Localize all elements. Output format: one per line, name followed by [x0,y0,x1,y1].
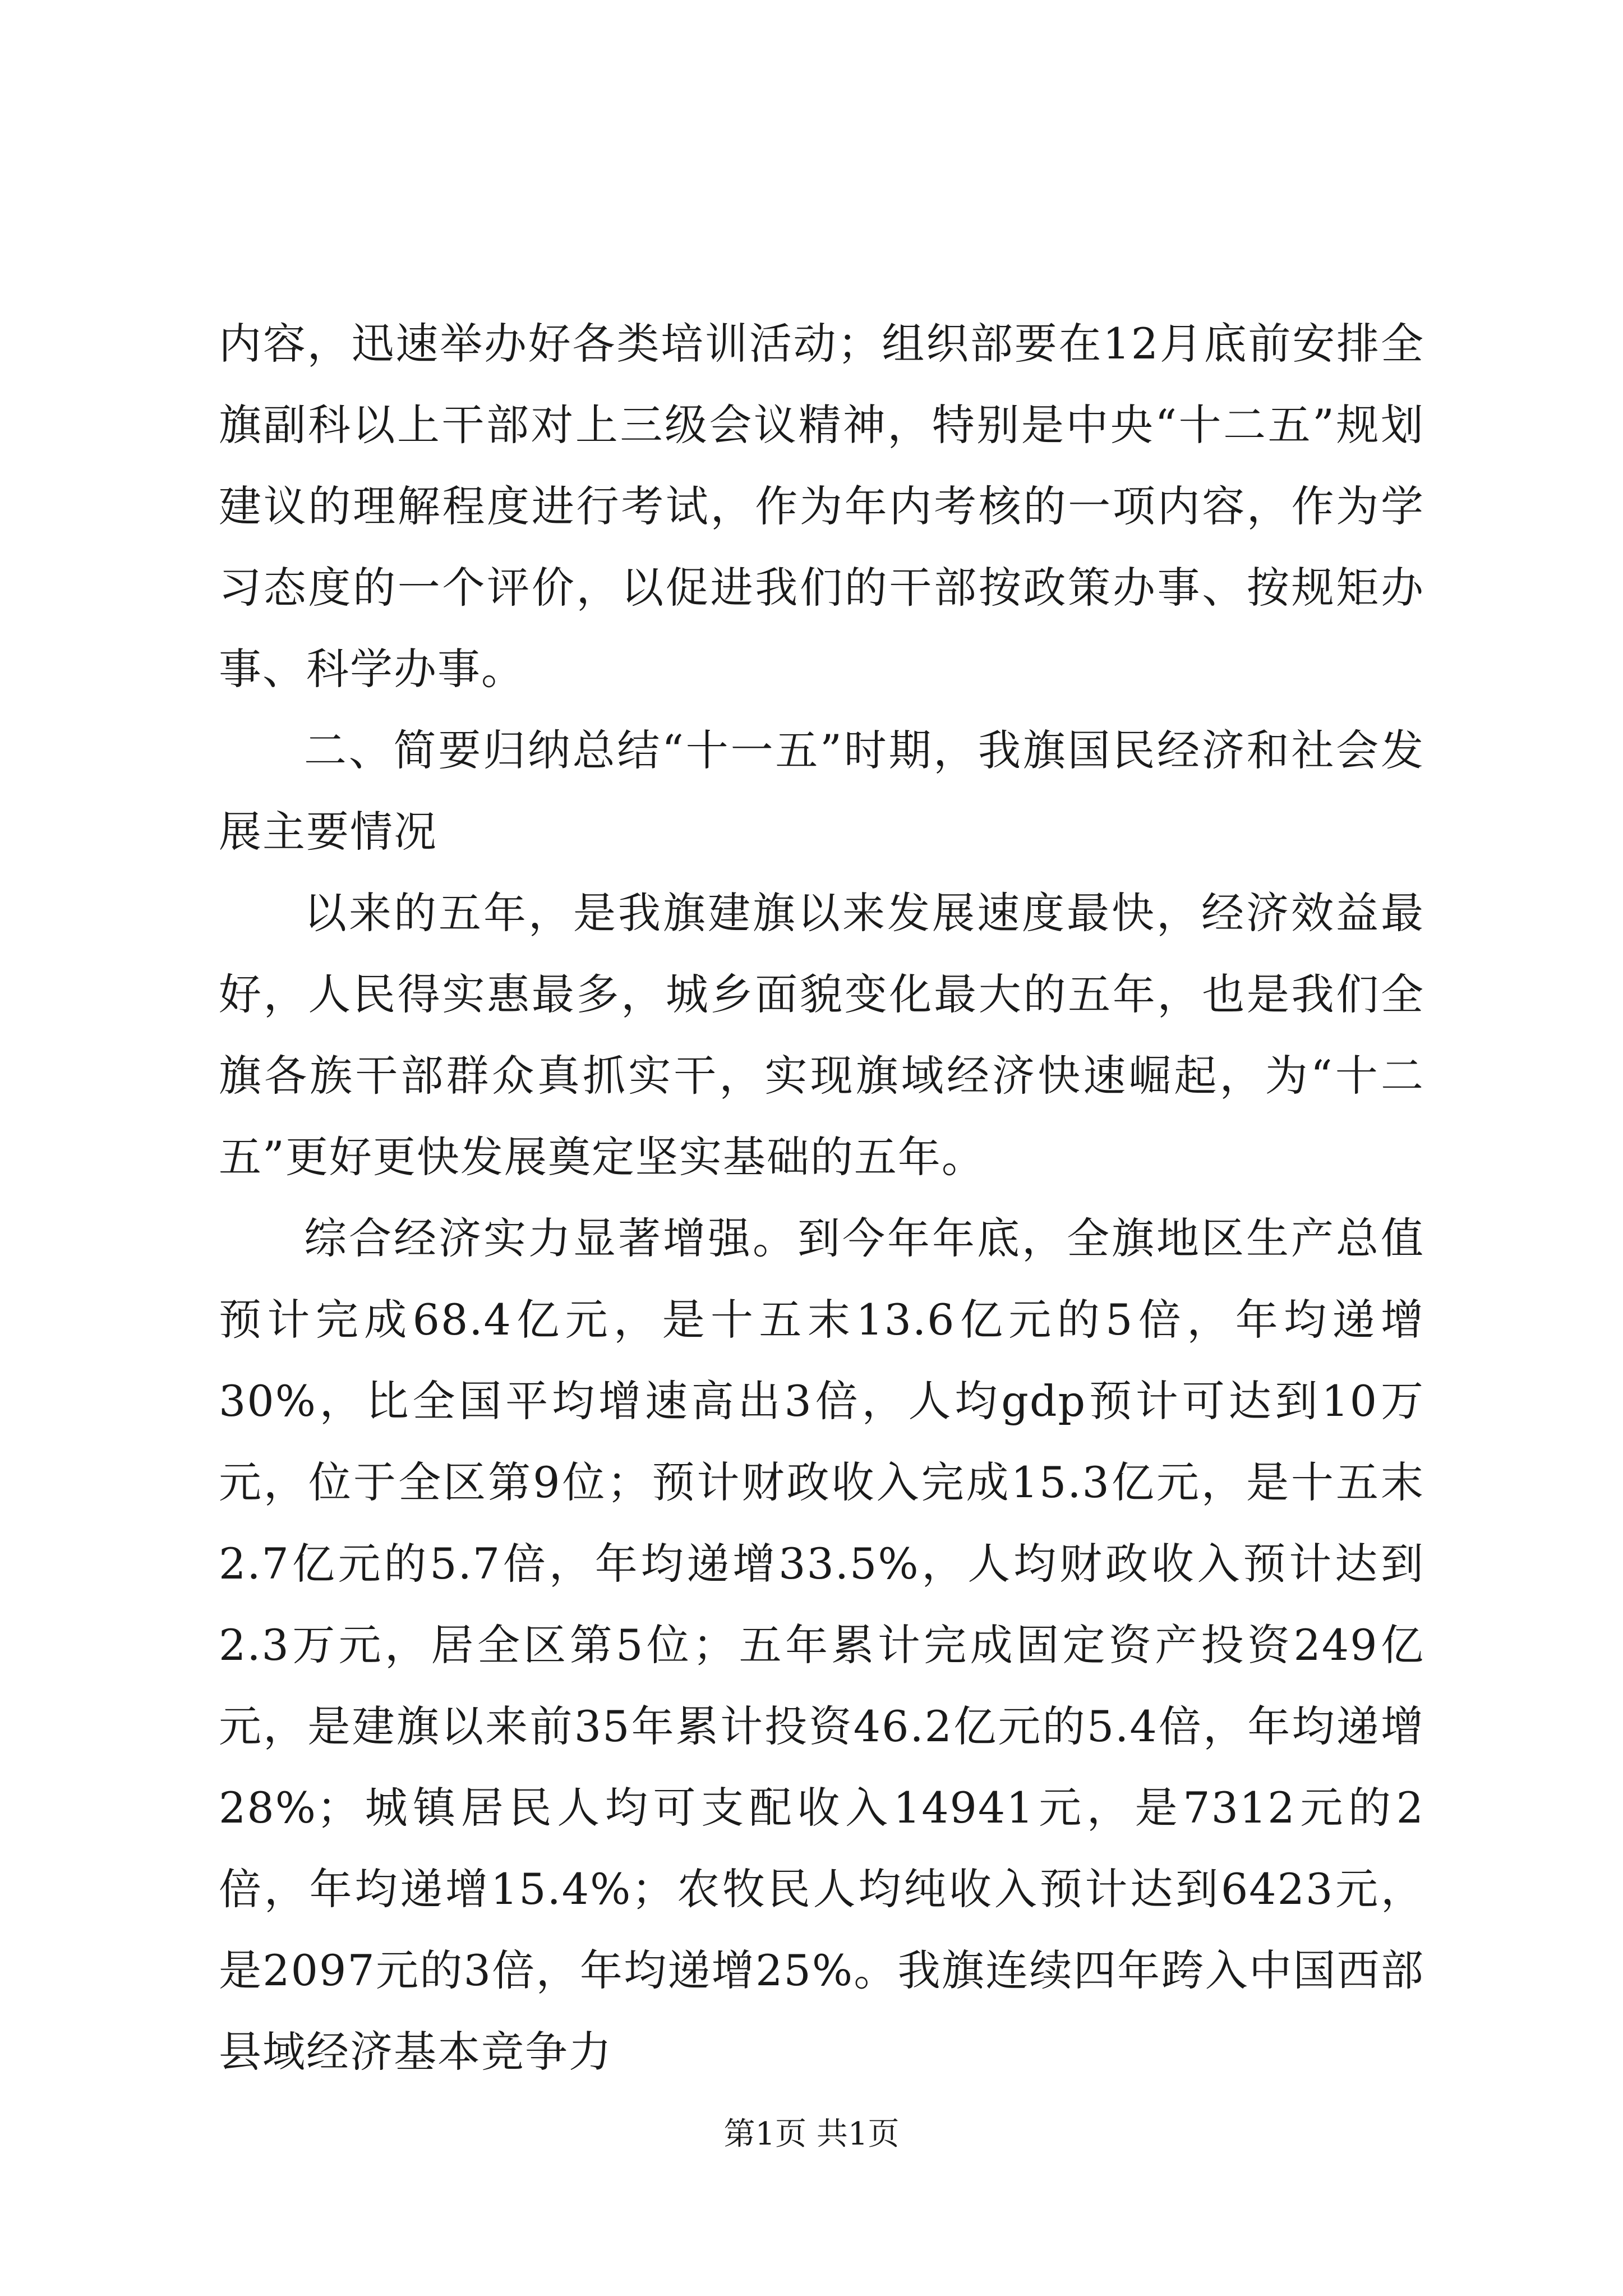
page-footer: 第1页 共1页 [723,2116,900,2152]
document-body [219,303,1424,2092]
paragraph-economic-strength: 综合经济实力显著增强。到今年年底，全旗地区生产总值预计完成68.4亿元，是十五末13.6亿元的5倍，年均递增30%，比全国平均增速高出3倍，人均gdp预计可达到10万元，位于全区第9位；预计财政收入完成15.3亿元，是十五末2.7亿元的5.7倍，年均递增33.5%，人均财政收入预计达到2.3万元，居全区第5位；五年累计完成固定资产投资249亿元，是建旗以来前35年累计投资46.2亿元的5.4倍，年均递增28%；城镇居民人均可支配收入14941元，是7312元的2倍，年均递增15.4%；农牧民人均纯收入预计达到6423元，是2097元的3倍，年均递增25%。我旗连续四年跨入中国西部县域经济基本竞争力 [219,1213,1424,2077]
paragraph-five-years: 以来的五年，是我旗建旗以来发展速度最快，经济效益最好，人民得实惠最多，城乡面貌变化最大的五年，也是我们全旗各族干部群众真抓实干，实现旗域经济快速崛起，为“十二五”更好更快发展奠定坚实基础的五年。 [219,888,1424,1182]
paragraph-continuation: 内容，迅速举办好各类培训活动；组织部要在12月底前安排全旗副科以上干部对上三级会议精神，特别是中央“十二五”规划建议的理解程度进行考试，作为年内考核的一项内容，作为学习态度的一个评价，以促进我们的干部按政策办事、按规矩办事、科学办事。 [219,319,1424,694]
section-heading: 二、简要归纳总结“十一五”时期，我旗国民经济和社会发展主要情况 [219,725,1424,857]
